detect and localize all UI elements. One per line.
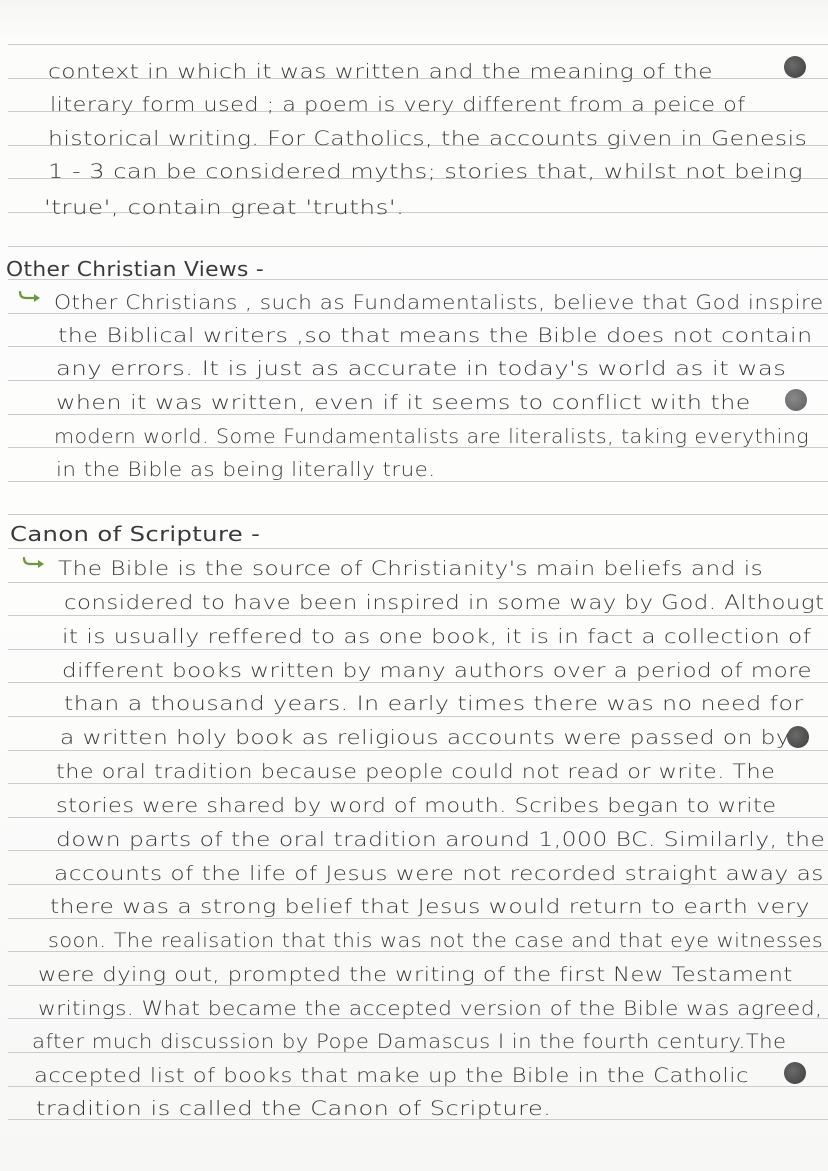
text-line: considered to have been inspired in some way by God. Althougt xyxy=(64,591,825,614)
hole-punch-icon xyxy=(787,726,809,748)
text-line: 'true', contain great 'truths'. xyxy=(44,196,405,219)
text-line: than a thousand years. In early times there was no need for xyxy=(64,692,804,715)
hole-punch-icon xyxy=(784,1062,806,1084)
arrow-icon xyxy=(22,556,48,570)
section-heading: Other Christian Views - xyxy=(6,257,265,281)
text-line: after much discussion by Pope Damascus I in the fourth century.The xyxy=(32,1030,787,1053)
text-line: The Bible is the source of Christianity's main beliefs and is xyxy=(58,557,764,580)
ruled-line xyxy=(8,615,828,616)
text-line: soon. The realisation that this was not the case and that eye witnesses xyxy=(48,929,824,952)
ruled-line xyxy=(8,582,828,583)
hole-punch-icon xyxy=(785,389,807,411)
ruled-line xyxy=(8,246,828,247)
text-line: different books written by many authors over a period of more xyxy=(62,659,813,682)
text-line: 1 - 3 can be considered myths; stories that, whilst not being xyxy=(48,160,804,183)
arrow-icon xyxy=(18,290,44,304)
text-line: in the Bible as being literally true. xyxy=(56,458,436,481)
text-line: the oral tradition because people could not read or write. The xyxy=(56,760,776,783)
ruled-line xyxy=(8,750,828,751)
text-line: context in which it was written and the meaning of the xyxy=(48,60,714,83)
text-line: when it was written, even if it seems to conflict with the xyxy=(56,391,751,414)
ruled-line xyxy=(8,716,828,717)
ruled-line xyxy=(8,548,828,549)
ruled-line xyxy=(8,44,828,45)
text-line: there was a strong belief that Jesus would return to earth very xyxy=(50,895,810,918)
hole-punch-icon xyxy=(784,56,806,78)
text-line: tradition is called the Canon of Scripture. xyxy=(36,1097,552,1120)
text-line: accepted list of books that make up the Bible in the Catholic xyxy=(34,1064,749,1087)
text-line: any errors. It is just as accurate in today's world as it was xyxy=(56,357,787,380)
text-line: the Biblical writers ,so that means the Bible does not contain xyxy=(58,324,813,347)
text-line: writings. What became the accepted version of the Bible was agreed, xyxy=(38,997,823,1020)
text-line: stories were shared by word of mouth. Scribes began to write xyxy=(56,794,777,817)
ruled-line xyxy=(8,514,828,515)
text-line: down parts of the oral tradition around 1,000 BC. Similarly, the xyxy=(56,828,826,851)
text-line: accounts of the life of Jesus were not recorded straight away as xyxy=(54,862,824,885)
text-line: literary form used ; a poem is very different from a peice of xyxy=(50,93,746,116)
ruled-line xyxy=(8,649,828,650)
text-line: it is usually reffered to as one book, it is in fact a collection of xyxy=(62,625,812,648)
text-line: a written holy book as religious accounts were passed on by xyxy=(60,726,791,749)
text-line: modern world. Some Fundamentalists are literalists, taking everything xyxy=(54,425,810,448)
text-line: Other Christians , such as Fundamentalists, believe that God inspire xyxy=(54,291,824,314)
text-line: historical writing. For Catholics, the accounts given in Genesis xyxy=(48,127,808,150)
section-heading: Canon of Scripture - xyxy=(10,522,261,546)
text-line: were dying out, prompted the writing of the first New Testament xyxy=(38,963,793,986)
